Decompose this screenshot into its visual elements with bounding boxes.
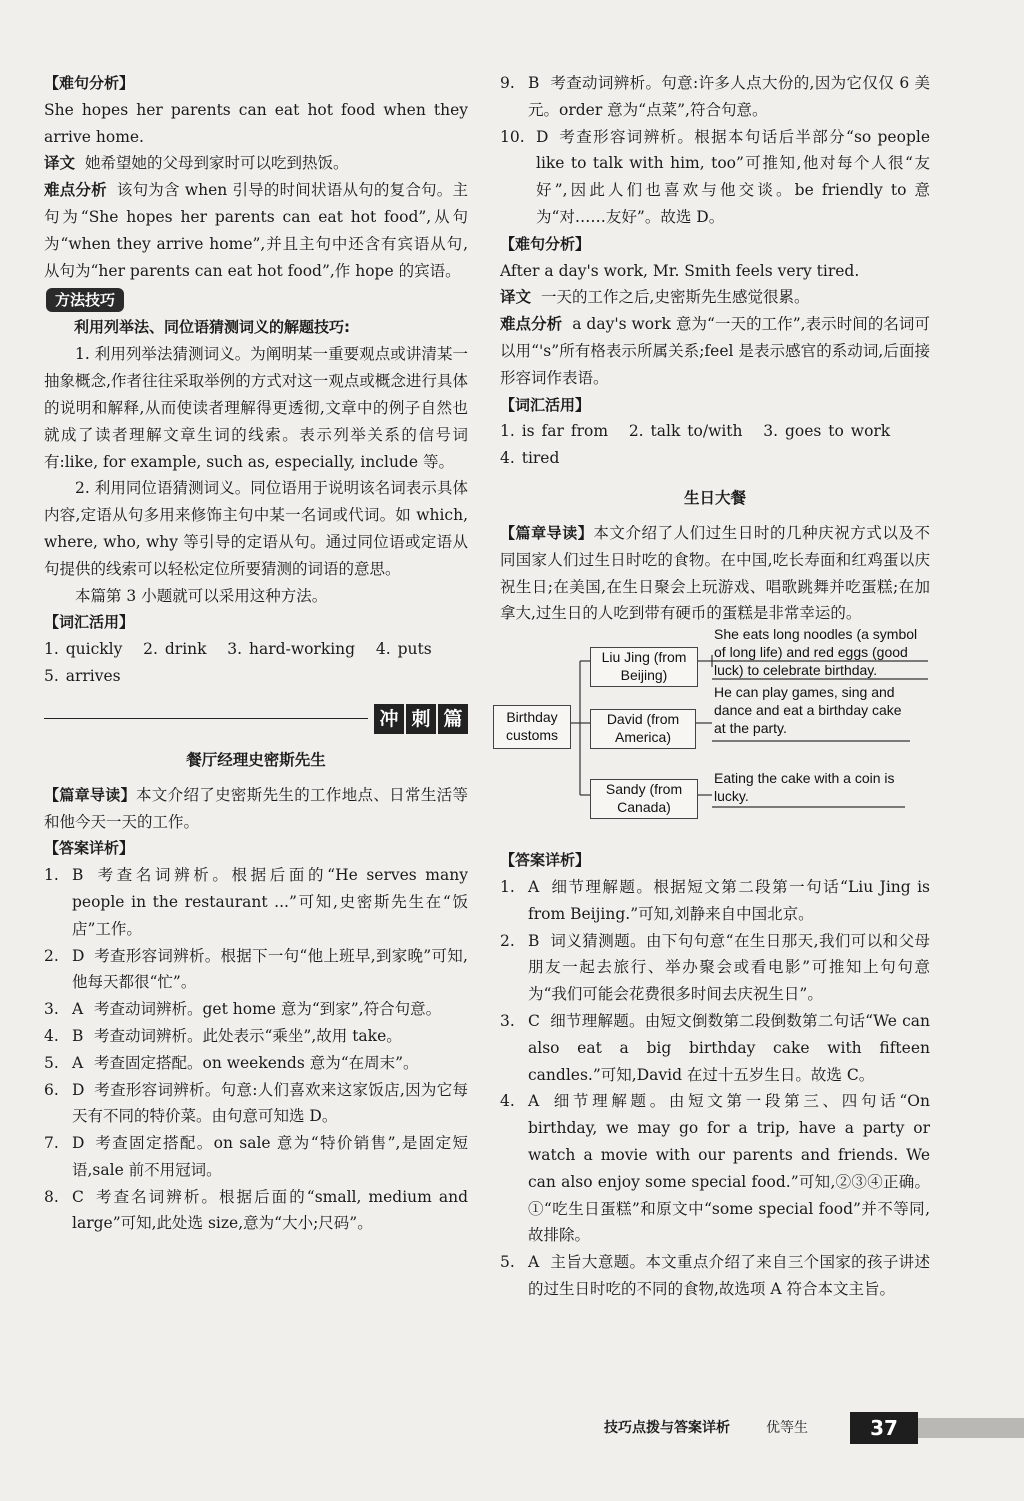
method-paragraph-2: 2. 利用同位语猜测词义。同位语用于说明该名词表示具体内容,定语从句多用来修饰主句中某一名词或代词。如 which, where, who, why 等引导的定语从句。通过同位语或定语从句提供的线索可以轻松定位所要猜测的词语的意思。 <box>44 479 468 578</box>
diagram-note: Eating the cake with a coin is lucky. <box>714 770 895 805</box>
page-footer <box>600 1412 1024 1446</box>
analysis-line <box>500 311 930 391</box>
diagram-branch-box: Liu Jing (from Beijing) <box>590 647 698 687</box>
answer-key: A <box>528 877 540 896</box>
section-heading-vocab: 【词汇活用】 <box>44 613 135 632</box>
answer-number: 3. <box>500 1011 515 1030</box>
banner-char: 篇 <box>438 704 468 734</box>
analysis-text: a day's work 意为“一天的工作”,表示时间的名词可以用“'s”所有格表示所属关系;feel 是表示感官的系动词,后面接形容词作表语。 <box>500 315 930 387</box>
translation-label: 译文 <box>500 288 532 307</box>
answer-text: 细节理解题。根据短文第二段第一句话“Liu Jing is from Beijing.”可知,刘静来自中国北京。 <box>528 877 930 923</box>
method-badge: 方法技巧 <box>46 288 124 312</box>
answer-item <box>500 70 930 124</box>
answer-text: 考查固定搭配。on sale 意为“特价销售”,是固定短语,sale 前不用冠词。 <box>72 1134 468 1179</box>
translation-label: 译文 <box>44 154 76 173</box>
answer-text: 主旨大意题。本文重点介绍了来自三个国家的孩子讲述的过生日时吃的不同的食物,故选项 A 符合本文主旨。 <box>528 1253 930 1298</box>
answer-list <box>500 874 930 1303</box>
answer-text: 考查名词辨析。根据后面的“He serves many people in the restaurant ...”可知,史密斯先生在“饭店”工作。 <box>72 866 468 938</box>
answer-key: B <box>72 1026 84 1045</box>
answer-text: 考查形容词辨析。根据下一句“他上班早,到家晚”可知,他每天都很“忙”。 <box>72 946 468 992</box>
answer-number: 1. <box>44 866 59 885</box>
answer-text: 考查动词辨析。get home 意为“到家”,符合句意。 <box>94 1000 442 1019</box>
guide-heading: 【篇章导读】 <box>44 785 136 804</box>
right-column <box>500 70 930 1303</box>
answer-key: D <box>536 127 549 146</box>
difficult-sentence: She hopes her parents can eat hot food when they arrive home. <box>44 100 468 146</box>
sprint-section-banner <box>44 704 468 734</box>
answer-text: 词义猜测题。由下句句意“在生日那天,我们可以和父母朋友一起去旅行、举办聚会或看电影”可推知上句句意为“我们可能会花费很多时间去庆祝生日”。 <box>528 931 930 1004</box>
answer-body <box>72 1023 468 1050</box>
analysis-label: 难点分析 <box>500 315 563 334</box>
section-heading-difficult-sentence: 【难句分析】 <box>500 234 591 253</box>
section-heading-vocab: 【词汇活用】 <box>500 395 591 414</box>
vocab-line-2: 5. arrives <box>44 666 121 685</box>
answer-number: 4. <box>44 1026 59 1045</box>
guide-paragraph <box>44 782 468 836</box>
difficult-sentence: After a day's work, Mr. Smith feels very tired. <box>500 261 860 280</box>
answer-body <box>72 1077 468 1131</box>
vocab-line-2: 4. tired <box>500 449 560 468</box>
answer-key: C <box>528 1011 540 1030</box>
answer-number: 6. <box>44 1080 59 1099</box>
answer-body <box>72 943 468 997</box>
answer-text: 考查名词辨析。根据后面的“small, medium and large”可知,此处选 size,意为“大小;尺码”。 <box>72 1187 468 1233</box>
answer-item <box>44 1050 468 1077</box>
answer-item <box>44 1077 468 1131</box>
vocab-line-1: 1. is far from 2. talk to/with 3. goes to work <box>500 422 891 441</box>
answer-item <box>500 1088 930 1249</box>
guide-paragraph <box>500 520 930 627</box>
answer-key: B <box>528 931 540 950</box>
answer-key: A <box>72 1000 84 1019</box>
answer-number: 10. <box>500 127 525 146</box>
answer-item <box>44 1184 468 1238</box>
diagram-note: She eats long noodles (a symbol of long life) and red eggs (good luck) to celebrate birthday. <box>714 626 918 679</box>
vocab-line-1: 1. quickly 2. drink 3. hard-working 4. puts <box>44 640 432 659</box>
answer-text: 考查固定搭配。on weekends 意为“在周末”。 <box>94 1053 419 1072</box>
method-paragraph-3: 本篇第 3 小题就可以采用这种方法。 <box>75 586 328 605</box>
banner-char: 刺 <box>406 704 436 734</box>
analysis-text: 该句为含 when 引导的时间状语从句的复合句。主句为“She hopes her parents can eat hot food”,从句为“when they arrive home”,并且主句中还含有宾语从句,从句为“her parents can eat hot food”,作 hope 的宾语。 <box>44 181 468 280</box>
birthday-customs-diagram <box>500 627 930 845</box>
method-paragraph-1: 1. 利用列举法猜测词义。为阐明某一重要观点或讲清某一抽象概念,作者往往采取举例的方式对这一观点或概念进行具体的说明和解释,从而使读者理解得更透彻,文章中的例子自然也就成了读者理解文章生词的线索。表示列举关系的信号词有:like, for example, such as, especially, include 等。 <box>44 345 468 471</box>
answer-text: 细节理解题。由短文倒数第二段倒数第二句话“We can also eat a big birthday cake with fifteen candles.”可知,David 在过十五岁生日。故选 C。 <box>528 1011 930 1084</box>
diagram-branch-box: Sandy (from Canada) <box>590 779 698 819</box>
answer-item <box>44 1130 468 1184</box>
diagram-branch-box: David (from America) <box>590 709 696 749</box>
guide-heading: 【篇章导读】 <box>500 523 594 542</box>
article-title: 生日大餐 <box>683 488 746 507</box>
answer-item <box>500 928 930 1008</box>
answer-key: A <box>528 1253 540 1272</box>
answer-key: A <box>72 1053 84 1072</box>
answer-body <box>72 1130 468 1184</box>
answer-number: 7. <box>44 1134 59 1153</box>
answer-key: D <box>72 1134 85 1153</box>
answer-number: 5. <box>44 1053 59 1072</box>
answer-item <box>500 1008 930 1088</box>
article-title: 餐厅经理史密斯先生 <box>186 750 326 769</box>
answer-text: 考查形容词辨析。根据本句话后半部分“so people like to talk with him, too”可推知,他对每个人很“友好”,因此人们也喜欢与他交谈。be friendly to 意为“对……友好”。故选 D。 <box>536 127 930 226</box>
section-heading-answers: 【答案详析】 <box>500 851 591 870</box>
answer-body <box>528 1249 930 1303</box>
answer-list <box>44 862 468 1237</box>
answer-number: 3. <box>44 1000 59 1019</box>
banner-title <box>374 704 468 734</box>
section-heading-answers: 【答案详析】 <box>44 839 135 858</box>
footer-decor-bar <box>918 1418 1024 1438</box>
analysis-line <box>44 177 468 284</box>
diagram-root-box: Birthday customs <box>493 705 571 749</box>
method-title: 利用列举法、同位语猜测词义的解题技巧: <box>74 318 351 337</box>
answer-key: D <box>72 1080 85 1099</box>
answer-body <box>528 70 930 124</box>
section-heading-difficult-sentence: 【难句分析】 <box>44 74 135 92</box>
guide-text: 本文介绍了人们过生日时的几种庆祝方式以及不同国家人们过生日时吃的食物。在中国,吃长寿面和红鸡蛋以庆祝生日;在美国,在生日聚会上玩游戏、唱歌跳舞并吃蛋糕;在加拿大,过生日的人吃到带有硬币的蛋糕是非常幸运的。 <box>500 523 930 623</box>
answer-number: 8. <box>44 1187 59 1206</box>
footer-series: 优等生 <box>766 1420 808 1436</box>
answer-item <box>44 943 468 997</box>
answer-key: A <box>528 1092 540 1111</box>
guide-text: 本文介绍了史密斯先生的工作地点、日常生活等和他今天一天的工作。 <box>44 785 468 831</box>
answer-number: 2. <box>44 946 59 965</box>
answer-number: 1. <box>500 877 515 896</box>
answer-key: C <box>72 1187 84 1206</box>
answer-body <box>528 1088 930 1249</box>
answer-body <box>528 874 930 928</box>
answer-item <box>44 1023 468 1050</box>
answer-text: 考查动词辨析。句意:许多人点大份的,因为它仅仅 6 美元。order 意为“点菜”,符合句意。 <box>528 74 930 119</box>
answer-text: 考查形容词辨析。句意:人们喜欢来这家饭店,因为它每天有不同的特价菜。由句意可知选 D。 <box>72 1080 468 1126</box>
translation-text: 她希望她的父母到家时可以吃到热饭。 <box>85 154 349 173</box>
answer-number: 9. <box>500 74 515 92</box>
answer-key: B <box>528 74 540 92</box>
answer-item <box>44 862 468 942</box>
answer-text: 考查动词辨析。此处表示“乘坐”,故用 take。 <box>94 1026 402 1045</box>
translation-line <box>44 150 468 177</box>
left-column <box>44 70 468 1237</box>
answer-body <box>528 1008 930 1088</box>
diagram-note: He can play games, sing and dance and eat a birthday cake at the party. <box>714 684 902 737</box>
answer-item <box>500 124 930 231</box>
footer-title: 技巧点拨与答案详析 <box>604 1420 730 1436</box>
answer-body <box>72 1050 468 1077</box>
page-number: 37 <box>850 1412 918 1444</box>
banner-rule <box>44 718 368 719</box>
answer-number: 5. <box>500 1253 515 1272</box>
answer-key: D <box>72 946 85 965</box>
answer-body <box>72 862 468 942</box>
answer-number: 2. <box>500 931 515 950</box>
answer-key: B <box>72 866 84 885</box>
answer-body <box>528 928 930 1008</box>
answer-item <box>44 996 468 1023</box>
answer-body <box>72 1184 468 1238</box>
analysis-label: 难点分析 <box>44 181 107 200</box>
banner-char: 冲 <box>374 704 404 734</box>
answer-body <box>72 996 468 1023</box>
translation-line <box>500 284 930 311</box>
answer-item <box>500 1249 930 1303</box>
answer-item <box>500 874 930 928</box>
translation-text: 一天的工作之后,史密斯先生感觉很累。 <box>541 288 810 307</box>
answer-body <box>536 124 930 231</box>
answer-text: 细节理解题。由短文第一段第三、四句话“On birthday, we may go for a trip, have a party or watch a movie with our parents and friends. We can also enjoy some special food.”可知,②③④正确。①“吃生日蛋糕”和原文中“some special food”并不等同,故排除。 <box>528 1092 930 1245</box>
answer-number: 4. <box>500 1092 515 1111</box>
